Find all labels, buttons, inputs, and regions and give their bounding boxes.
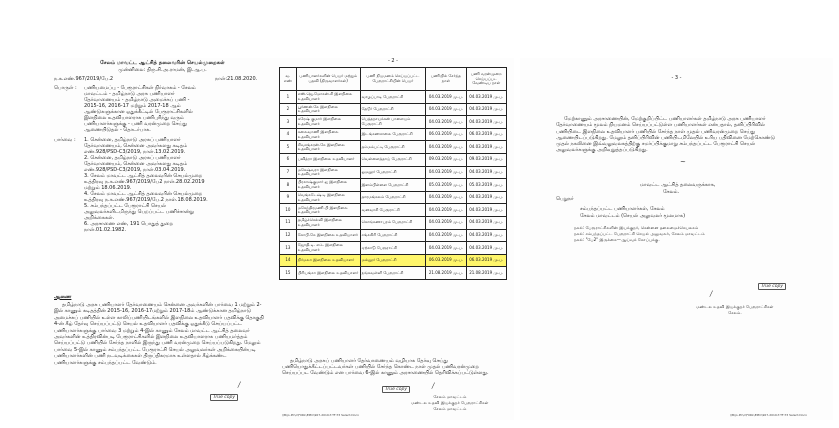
reference-item: 3. சேலம் மாவட்ட ஆட்சித் தலைவரின் செயல்முறை [84,173,203,179]
cell-joining-date: 09.03.2019 மு.ப. [426,153,466,166]
column-header-name: பணியாளர்களின் பெயர் மற்றும் பதவி (திருவாளர்கள்) [296,68,360,91]
cell-employee-name: சிவசங்கரன்.கே இளநிலை உதவியாளர் [296,141,360,154]
copy-to-line: நகல்: பேரூராட்சிகளின் இயக்குநர், சென்னை தலைமைச்செயலகம் [574,225,699,230]
table-row [280,153,507,166]
table-row [280,242,507,255]
cell-regularisation-date: 04.03.2019 மு.ப. [466,116,506,129]
cell-regularisation-date: 04.03.2019 மு.ப. [466,229,506,242]
table-row [280,166,507,179]
page-number: - 2 - [388,58,398,64]
cell-joining-date: 04.03.2019 மு.ப. [426,166,466,179]
reference-item: எண்.928/PSD-C3/2019, நாள்.03.04.2019. [84,167,186,173]
closing-paragraph: மேற்காணும் அரசாணையின், மேற்குறிப்பிட்ட பணியாளர்கள் தமிழ்நாடு அரசு பணியாளர் தேர்வாணையம் மூலம் நியமனம் செய்யப்பட்டுள்ள பணியாளர்கள் என்பதால், தனிப்பிரிவில் பணியிடை இளநிலை உதவியாளர் பணியில் சேர்ந்த நாள் முதல் பணிவரன்முறை செய்து ஆணையிடப்படுகிறது. மேலும் தனிப்பிரிவின் பணியிடமிலேயில் உரிய பதிவினை மேற்கொண்டு முதல் நகலினை இவ்வலுவலகத்திற்கு சமர்ப்பிக்குமாறு சம்பந்தப்பட்ட பேரூராட்சி செயல் அலுவலர்களுக்கு அறிவுறுத்தப்படுகிறது. [556,116,775,154]
column-header-regularisation-date: பணி வரன்முறை செய்யப்பட வேண்டிய நாள் [466,68,506,91]
cell-serial: 13 [280,242,297,255]
document-page-1 [50,58,275,420]
page-number: - 3 - [671,75,682,81]
cell-serial: 4 [280,128,297,141]
cell-serial: 10 [280,204,297,217]
cell-town-panchayat: இடங்கணசாலை பேரூராட்சி [360,128,426,141]
cell-regularisation-date: 21.08.2019 மு.ப. [466,267,506,280]
signature-mark: / [432,382,435,390]
cell-regularisation-date: 05.03.2019 மு.ப. [466,179,506,192]
reference-number: ந.க.எண்.967/2019/பே.2 [54,76,114,82]
cell-employee-name: பவித்ரா இளநிலை உதவியாளர் [296,153,360,166]
collector-line: மாவட்ட ஆட்சித் தலைவருக்காக, [640,182,716,188]
cell-joining-date: 04.03.2019 மு.ப. [426,191,466,204]
cell-serial: 7 [280,166,297,179]
table-row [280,128,507,141]
order-body-paragraph: தமிழ்நாடு அரசு பணியாளர் தேர்வாணையம் சென்னை அவர்களின் பார்வை 1 மற்றும் 2-இல் காணும் கடிதத்தின் 2015-16, 2016-17மற்றும் 2017-18ம் ஆண்டுக்கான தமிழ்நாடு அமைச்சுப் பணியில் உள்ள காலிப்பணியிடங்களில் இளநிலை உதவியாளர் பதவிக்கு தொகுதி 4-ன் கீழ் தேர்வு செய்யப்பட்டு செயல் உதவியாளர் பதவிக்கு ஒதுக்கீடு செய்யப்பட்ட பணியாளர்களுக்கு பார்வை 3 மற்றும் 4-இல் காணும் சேலம் மாவட்ட ஆட்சித் தலைவர் அவர்களின் உத்திரவின்படி பேரூராட்சிகளில் இளநிலை உதவியாளராக பணியமர்த்தம் செய்யப்பட்டு பணியில் சேர்ந்த நாளில் இருந்து பணி வரன்முறை செய்யப்படுகிறது. மேலும் பார்வை 5-இல் காணும் சம்பந்தப்பட்ட பேரூராட்சி செயல் அலுவலர்கள் அறிக்கையின்படி பணியாளர்களின் பணி நடவடிக்கைகள் திருப்திகரமாக உள்ளதால் கீழ்க்கண்ட பணியாளர்களுக்கு சம்பந்தப்பட்ட வேண்டும். [54,302,264,366]
cell-employee-name: வெங்கடேஷ்.டி இளநிலை உதவியாளர் [296,191,360,204]
cell-joining-date: 21.08.2019 மு.ப. [426,267,466,280]
subject-line: ஆண்டுகளுக்கான ஒதுக்கீட்டில் பேரூராட்சிகளில் [84,109,193,115]
table-header-row [280,68,507,91]
office-header: சேலம் மாவட்ட ஆட்சித் தலைவரின் செயல்முறைகள் [100,60,225,66]
cell-employee-name: பிரியங்கா இளநிலை உதவியாளர் [296,267,360,280]
cell-employee-name: மகேஷ்வரா இளநிலை உதவியாளர் [296,166,360,179]
collector-place: சேலம். [663,189,680,195]
cell-town-panchayat: நங்கவள்ளி பேரூராட்சி [360,267,426,280]
cell-town-panchayat: வாழப்பாடி பேரூராட்சி [360,91,426,104]
cell-serial: 14 [280,254,297,267]
table-row [280,116,507,129]
cell-town-panchayat: தம்மம்பட்டி பேரூராட்சி [360,141,426,154]
signatory-title: மண்டல உதவி இயக்குநர் பேரூராட்சிகள் [696,304,774,309]
table-footer-paragraph: தமிழ்நாடு அரசுப் பணியாளர் தேர்வாணையம் வழியாக தேர்வு செய்து பணியொதுக்கீட்டப்பட்டவர்கள் பணியில் சேர்ந்த கொண்ட நாள் முதல் பணிவரன்முறை செய்யப்பட வேண்டும் என பார்வை 6-இல் காணும் அரசாணையில் தெரிவிக்கப்பட்டுள்ளது. [282,358,489,376]
subject-line: பணியாளர்களுக்கு - பணி வரன்முறை செய்து [84,121,187,127]
signatory-name: சேலம் மாவட்டம் [433,394,467,399]
cell-serial: 3 [280,116,297,129]
cell-serial: 1 [280,91,297,104]
subject-line: 2015-16, 2016-17 மற்றும் 2017-18 ஆம் [84,103,181,109]
cell-joining-date: 06.03.2019 மு.ப. [426,128,466,141]
cell-regularisation-date: 04.03.2019 மு.ப. [466,191,506,204]
table-row [280,179,507,192]
reference-item: தேர்வாணையம், சென்னை அவர்களது கடிதம் [84,161,188,167]
cell-serial: 15 [280,267,297,280]
true-copy-stamp: True copy [210,394,238,401]
cell-serial: 12 [280,229,297,242]
column-header-serial: வ. எண் [280,68,297,91]
table-row [280,267,507,280]
document-page-2 [272,58,514,420]
reference-item: 6. அரசாணை எண், 191 பொதுத் துறை [84,221,174,227]
cell-serial: 11 [280,216,297,229]
cell-regularisation-date: 04.03.2019 மு.ப. [466,242,506,255]
reference-item: உத்திரவு ந.க.எண்.967/2019/பே2 நாள்.28.02.2019 [84,179,205,185]
cell-employee-name: சுரேஷ் குமார் இளநிலை உதவியாளர் [296,116,360,129]
cell-regularisation-date: 04.03.2019 மு.ப. [466,141,506,154]
cell-regularisation-date: 04.03.2019 மு.ப. [466,216,506,229]
signature-mark: / [238,381,241,389]
reference-item: எண்.928/PSD-C3/2019, நாள்.13.02.2019. [84,149,186,155]
cell-town-panchayat: தேடூர் பேரூராட்சி [360,103,426,116]
cell-town-panchayat: வனவாசி பேரூராட்சி [360,204,426,217]
cell-employee-name: கோபி.கே இளநிலை உதவியாளர் [296,229,360,242]
cell-regularisation-date: 04.03.2019 மு.ப. [466,91,506,104]
cell-joining-date: 05.03.2019 மு.ப. [426,179,466,192]
cell-employee-name: ஜோதி.டி. எம். இளநிலை உதவியாளர் [296,242,360,255]
document-page-3 [520,58,833,420]
recipient-line: சேலம் மாவட்டம் (செயல் அலுவலர் மூலமாக) [580,213,686,219]
order-date: நாள்:21.08.2020. [215,76,258,82]
cell-employee-name: மகேந்திரமணி.பி இளநிலை உதவியாளர் [296,204,360,217]
cell-regularisation-date: 06.03.2019 மு.ப. [466,254,506,267]
reference-item: அலுவலர்களிடமிருந்து பெறப்பட்ட பணிச்சான்று [84,209,194,215]
cell-town-panchayat: பெத்தநாயக்கன் பாளையம் பேரூராட்சி [360,116,426,129]
cell-employee-name: பூர்ணன்.கே இளநிலை உதவியாளர் [296,103,360,116]
subject-line: மாவட்டம் - தமிழ்நாடு அரசு பணியாளர் [84,91,175,97]
reference-item: நாள்.01.02.1982. [84,227,127,233]
cell-serial: 5 [280,141,297,154]
cell-joining-date: 06.03.2019 மு.ப. [426,254,466,267]
cell-serial: 9 [280,191,297,204]
table-row [280,229,507,242]
reference-label: பார்வை : [54,137,76,143]
cell-town-panchayat: கொங்கணாபுரம் பேரூராட்சி [360,216,426,229]
reference-item: 5. சம்பந்தப்பட்ட பேரூராட்சி செயல் [84,203,167,209]
cell-serial: 6 [280,153,297,166]
cell-employee-name: எஸ்.ஜெ.மோகன்.சி இளநிலை உதவியாளர் [296,91,360,104]
cell-serial: 2 [280,103,297,116]
cell-town-panchayat: ஓமலூர் பேரூராட்சி [360,166,426,179]
table-row [280,191,507,204]
cell-joining-date: 04.03.2019 மு.ப. [426,229,466,242]
subject-line: இளநிலை உதவியாளராக பணிபுரிந்து வரும் [84,115,184,121]
cell-joining-date: 04.03.2019 மு.ப. [426,103,466,116]
column-header-town-panchayat: பணி நியமனம் செய்யப்பட்ட பேரூராட்சியின் பெயர் [360,68,426,91]
cell-regularisation-date: 04.03.2019 மு.ப. [466,166,506,179]
cell-regularisation-date: 06.03.2019 மு.ப. [466,128,506,141]
regularisation-table [279,67,507,280]
subject-line: தேர்வாணையம் - தமிழ்நாடு அமைச்சுப் பணி - [84,97,190,103]
cell-joining-date: 04.03.2019 மு.ப. [426,116,466,129]
cell-town-panchayat: மல்லூர் பேரூராட்சி [360,254,426,267]
cell-joining-date: 04.03.2019 மு.ப. [426,204,466,217]
reference-item: உத்திரவு ந.க.எண்.967/2019/பே.2 நாள்.18.08.2019. [84,197,208,203]
signatory-title: மண்டல உதவி இயக்குநர் பேரூராட்சிகள் [411,400,489,405]
reference-item: தேர்வாணையம், சென்னை அவர்களது கடிதம் [84,143,188,149]
table-row [280,204,507,217]
signatory-place: சேலம் மாவட்டம் [433,406,467,411]
cell-regularisation-date: 04.03.2019 மு.ப. [466,103,506,116]
true-copy-stamp: True copy [758,283,786,290]
signature-mark: / [710,290,713,298]
reference-item: மற்றும் 18.06.2019. [84,185,132,191]
cell-town-panchayat: தாரமங்கலம் பேரூராட்சி [360,191,426,204]
office-subheader: முன்னிலை: திரு.சி.அ.ராமன், இ.ஆ.ப. [118,67,207,73]
table-row [280,141,507,154]
reference-item: 1. சென்னை, தமிழ்நாடு அரசுப் பணியாளர் [84,137,181,143]
cell-regularisation-date: 04.03.2019 மு.ப. [466,204,506,217]
column-header-joining-date: பணியில் சேர்ந்த நாள் [426,68,466,91]
signature-mark: ~ [680,158,686,166]
table-row [280,103,507,116]
order-heading: ஆணை [54,294,72,300]
signatory-place: சேலம். [728,310,742,315]
cell-joining-date: 04.03.2019 மு.ப. [426,91,466,104]
subject-label: பொருள் : [54,85,77,91]
cell-joining-date: 04.03.2019 மு.ப. [426,216,466,229]
recipient-label: பெறுநர் [556,196,574,202]
table-row [280,91,507,104]
reference-item: அறிக்கைகள். [84,215,115,221]
file-path-footer: \\Bijo-PC\c\F0RL\EPIC\967-2019-T.TF-T3 Select.Docx [282,413,359,417]
cell-regularisation-date: 09.03.2019 மு.ப. [466,153,506,166]
table-row [280,254,507,267]
true-copy-stamp: True copy [382,386,410,393]
cell-town-panchayat: வெள்ளைத்தாய் பேரூராட்சி [360,153,426,166]
file-path-footer: \\Bijo-PC\c\F0RL\EPIC\967-2019-T.TF-T3 Select.Docx [730,413,807,417]
cell-employee-name: தமிழ்ச்செல்வி இளநிலை உதவியாளர் [296,216,360,229]
cell-employee-name: நிர்மலா இளநிலை உதவியாளர் [296,254,360,267]
cell-joining-date: 04.03.2019 மு.ப. [426,242,466,255]
table-row [280,216,507,229]
reference-item: 2. சென்னை, தமிழ்நாடு அரசுப் பணியாளர் [84,155,181,161]
cell-town-panchayat: ஏற்காடு பேரூராட்சி [360,242,426,255]
cell-employee-name: பிரகாஷ்குமார்.ஐ இளநிலை உதவியாளர் [296,179,360,192]
cell-serial: 8 [280,179,297,192]
copy-to-line: நகல்: "பே2" இருக்கை—ஆய்வுக் கோப்புக்கு. [574,237,660,242]
reference-item: 4. சேலம் மாவட்ட ஆட்சித் தலைவரின் செயல்முறை [84,191,203,197]
copy-to-line: நகல்: சம்பந்தப்பட்ட பேரூராட்சி செயல் அலுவலர், சேலம் மாவட்டம் [574,231,705,236]
cell-town-panchayat: இளம்பிள்ளை பேரூராட்சி [360,179,426,192]
subject-line: பணியமைப்பு - பேரூராட்சிகள் நிர்வாகம் - சேலம் [84,85,196,91]
cell-joining-date: 04.03.2019 மு.ப. [426,141,466,154]
subject-line: ஆணையிடுதல் - தொடர்பாக. [84,127,151,133]
cell-employee-name: கலைவாணி இளநிலை உதவியாளர் [296,128,360,141]
cell-town-panchayat: சங்ககிரி பேரூராட்சி [360,229,426,242]
recipient-line: சம்பந்தப்பட்ட பணியாளர்கள், சேலம் [580,206,665,212]
